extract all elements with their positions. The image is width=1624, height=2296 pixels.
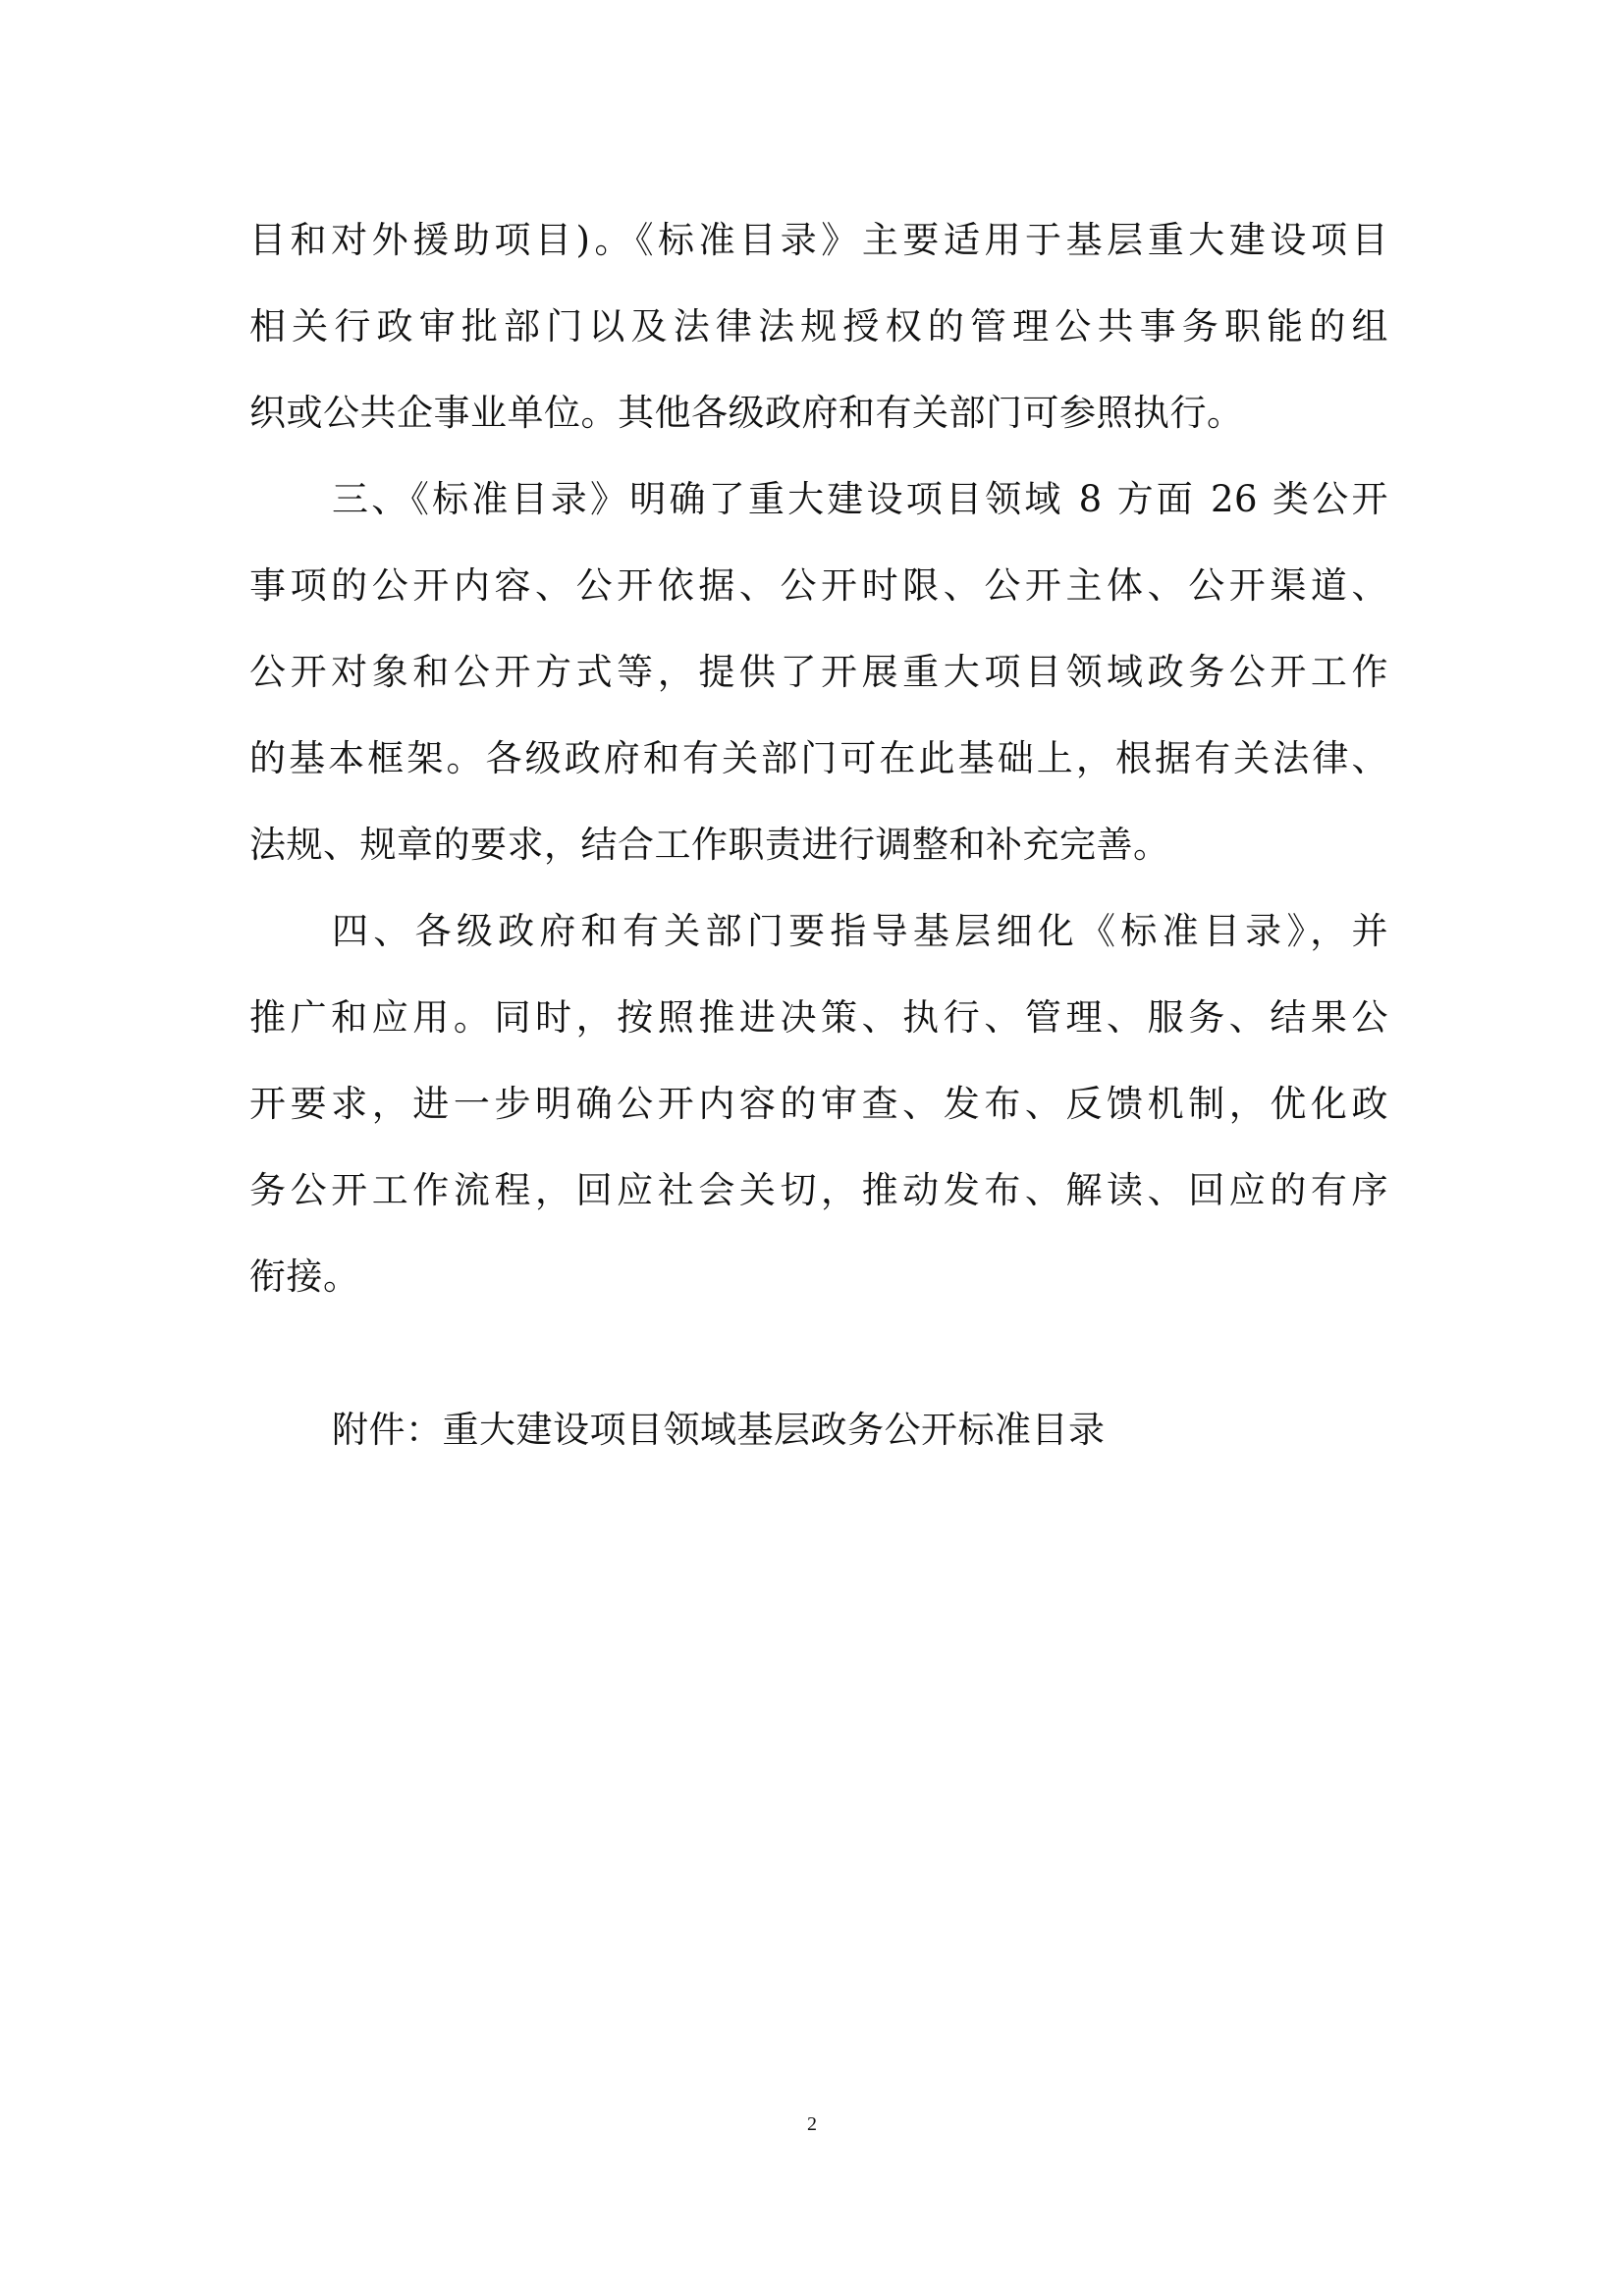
text-line: 法规、规章的要求，结合工作职责进行调整和补充完善。 (249, 824, 1170, 866)
body-text (249, 206, 1388, 1329)
text-line: 相关行政审批部门以及法律法规授权的管理公共事务职能的组 (249, 305, 1388, 347)
text-line: 衔接。 (249, 1255, 360, 1298)
text-line: 公开对象和公开方式等，提供了开展重大项目领域政务公开工作 (249, 651, 1388, 693)
text-line: 的基本框架。各级政府和有关部门可在此基础上，根据有关法律、 (249, 737, 1388, 779)
text-line: 事项的公开内容、公开依据、公开时限、公开主体、公开渠道、 (249, 564, 1388, 607)
text-line: 四、各级政府和有关部门要指导基层细化《标准目录》，并 (332, 910, 1388, 952)
page-number: 2 (807, 2113, 817, 2135)
text-line: 务公开工作流程，回应社会关切，推动发布、解读、回应的有序 (249, 1169, 1388, 1211)
text-line: 推广和应用。同时，按照推进决策、执行、管理、服务、结果公 (249, 996, 1388, 1039)
text-line: 三、《标准目录》明确了重大建设项目领域 8 方面 26 类公开 (332, 478, 1388, 520)
text-line: 目和对外援助项目)。《标准目录》主要适用于基层重大建设项目 (249, 219, 1388, 261)
text-line: 织或公共企事业单位。其他各级政府和有关部门可参照执行。 (249, 392, 1244, 434)
attachment-line: 附件：重大建设项目领域基层政务公开标准目录 (332, 1409, 1106, 1451)
text-line: 开要求，进一步明确公开内容的审查、发布、反馈机制，优化政 (249, 1083, 1388, 1125)
